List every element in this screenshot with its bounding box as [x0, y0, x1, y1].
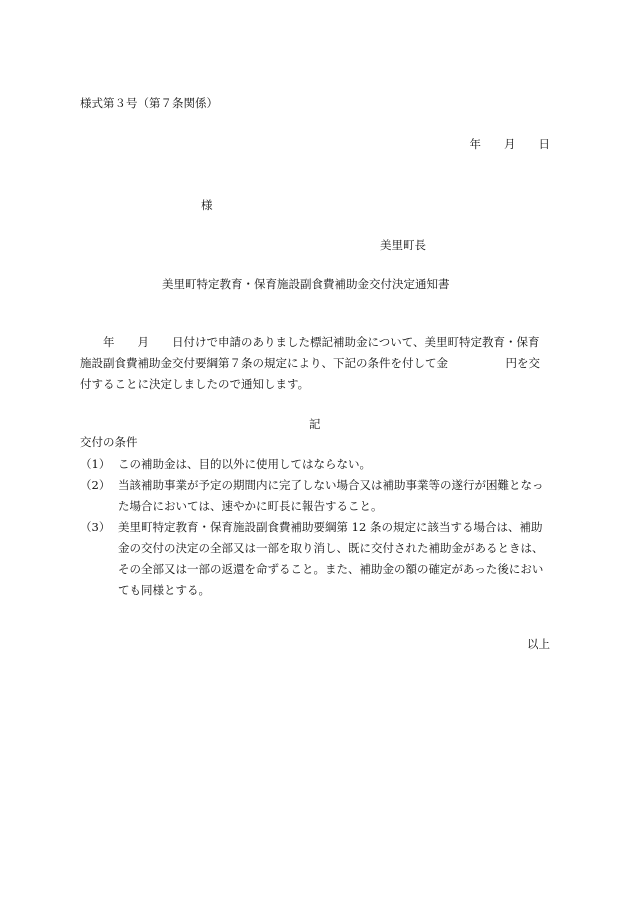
condition-number: （3） [80, 520, 111, 534]
conditions-heading: 交付の条件 [80, 435, 138, 449]
document-title: 美里町特定教育・保育施設副食費補助金交付決定通知書 [162, 277, 450, 291]
condition-number: （1） [80, 457, 111, 471]
condition-text: 当該補助事業が予定の期間内に完了しない場合又は補助事業等の遂行が困難となった場合においては、速やかに町長に報告すること。 [118, 478, 544, 513]
conditions-list [80, 454, 550, 601]
issuer-name: 美里町長 [380, 238, 426, 252]
ki-heading: 記 [309, 417, 321, 431]
condition-text: この補助金は、目的以外に使用してはならない。 [118, 457, 371, 471]
closing-mark: 以上 [527, 637, 550, 651]
condition-item [80, 454, 550, 475]
condition-text: 美里町特定教育・保育施設副食費補助要綱第 12 条の規定に該当する場合は、補助金の交付の決定の全部又は一部を取り消し、既に交付された補助金があるときは、その全部又は一部の返還を命ずること。また、補助金の額の確定があった後においても同様とする。 [118, 520, 544, 597]
date-line: 年 月 日 [469, 137, 550, 151]
condition-number: （2） [80, 478, 111, 492]
addressee-suffix: 様 [201, 198, 213, 212]
condition-item [80, 517, 550, 601]
condition-item [80, 475, 550, 517]
body-text: 年 月 日付けで申請のありました標記補助金について、美里町特定教育・保育施設副食費補助金交付要綱第７条の規定により、下記の条件を付して金 円を交付することに決定しましたので通知します。 [80, 335, 540, 391]
form-number: 様式第３号（第７条関係） [80, 96, 218, 110]
body-paragraph [80, 332, 550, 395]
